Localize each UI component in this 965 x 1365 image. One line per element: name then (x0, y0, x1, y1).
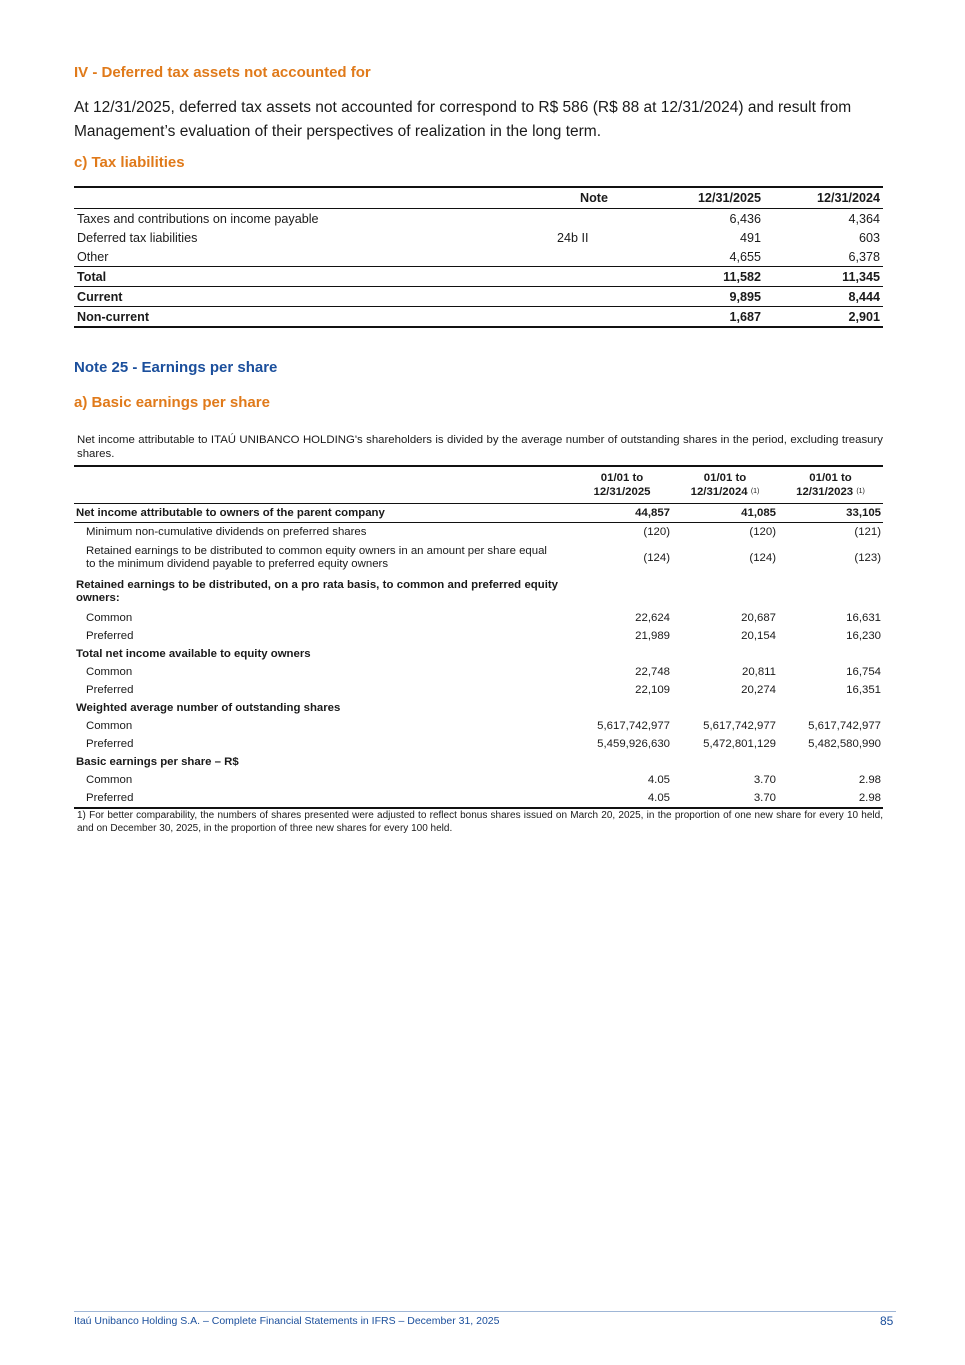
row-value-2025: 44,857 (635, 506, 670, 519)
row-label: Non-current (77, 309, 150, 324)
row-value-2025: 491 (739, 230, 761, 245)
row-value-2025: 6,436 (729, 211, 761, 226)
footnote-marker: (1) (750, 488, 760, 495)
row-value-2025: (124) (643, 551, 670, 564)
row-value-2023: 16,631 (846, 611, 881, 624)
row-value-2024: 5,472,801,129 (703, 737, 776, 750)
row-note (554, 287, 634, 307)
row-value-2023: 16,230 (846, 629, 881, 642)
header-line: 01/01 to (703, 472, 747, 484)
table-row (74, 209, 883, 229)
row-value-2025 (572, 699, 672, 717)
table-row (74, 575, 883, 609)
row-value-2025: 21,989 (635, 629, 670, 642)
table-row (74, 681, 883, 699)
row-value-2024: (120) (749, 525, 776, 538)
row-value-2023: (121) (854, 525, 881, 538)
tax-liabilities-title: c) Tax liabilities (74, 154, 185, 171)
section-iv-text: At 12/31/2025, deferred tax assets not accounted for correspond to R$ 586 (R$ 88 at 12/31/2024) and result from Management’s evaluation of their perspectives of realization in the long term. (74, 99, 852, 140)
row-value-2024 (672, 699, 778, 717)
row-value-2024: 3.70 (753, 791, 776, 804)
row-label: Taxes and contributions on income payable (77, 211, 319, 226)
row-label: Deferred tax liabilities (77, 230, 198, 245)
row-label: Total (77, 269, 107, 284)
row-label: Other (77, 249, 109, 264)
header-line: 01/01 to (809, 472, 852, 484)
row-value-2024: 11,345 (842, 269, 880, 284)
header-line: 12/31/2025 (593, 486, 651, 498)
note-25-title: Note 25 - Earnings per share (74, 359, 278, 376)
row-label: Total net income available to equity owners (76, 647, 311, 660)
row-value-2023: 16,754 (846, 665, 881, 678)
section-iv-title: IV - Deferred tax assets not accounted for (74, 64, 371, 81)
footer-divider (74, 1311, 896, 1312)
table-row (74, 717, 883, 735)
table-row (74, 523, 883, 542)
row-value-2023: 2.98 (858, 791, 881, 804)
row-value-2023: (123) (854, 551, 881, 564)
tax-liabilities-table (74, 186, 883, 328)
footer-text: Itaú Unibanco Holding S.A. – Complete Financial Statements in IFRS – December 31, 2025 (74, 1315, 500, 1327)
row-label: Retained earnings to be distributed, on a pro rata basis, to common and preferred equity owners: (76, 579, 558, 604)
header-line: 12/31/2023 (796, 486, 854, 498)
table-row (74, 609, 883, 627)
row-value-2023 (778, 575, 883, 609)
row-value-2023: 33,105 (846, 506, 881, 519)
row-value-2025 (572, 753, 672, 771)
row-label: Weighted average number of outstanding shares (76, 701, 341, 714)
row-value-2024: 41,085 (741, 506, 776, 519)
row-value-2025: 22,624 (635, 611, 670, 624)
row-label: Common (86, 611, 133, 624)
row-value-2024: 20,687 (741, 611, 776, 624)
row-label: Preferred (86, 737, 134, 750)
row-note (554, 267, 634, 287)
basic-eps-title: a) Basic earnings per share (74, 394, 270, 411)
row-label: Preferred (86, 629, 134, 642)
row-value-2025: 5,459,926,630 (597, 737, 670, 750)
row-value-2024 (672, 645, 778, 663)
table-header-row (74, 466, 883, 504)
row-value-2024: 20,154 (741, 629, 776, 642)
row-value-2024: 5,617,742,977 (703, 719, 776, 732)
row-value-2025: (120) (643, 525, 670, 538)
row-label: Preferred (86, 791, 134, 804)
table-row (74, 645, 883, 663)
row-note (554, 307, 634, 328)
row-label: Common (86, 773, 133, 786)
row-value-2024 (672, 575, 778, 609)
header-2024-period (672, 466, 778, 504)
row-label: Basic earnings per share – R$ (76, 755, 239, 768)
header-note: Note (580, 191, 608, 205)
row-value-2023 (778, 699, 883, 717)
header-2025-period (572, 466, 672, 504)
row-value-2023: 5,482,580,990 (808, 737, 881, 750)
row-label: Common (86, 665, 133, 678)
row-value-2024: 8,444 (848, 289, 880, 304)
row-label: Preferred (86, 683, 134, 696)
row-note (554, 209, 634, 229)
row-value-2025 (572, 645, 672, 663)
row-value-2023: 2.98 (858, 773, 881, 786)
earnings-per-share-table (74, 465, 883, 809)
row-value-2025: 11,582 (723, 269, 761, 284)
row-value-2024: 603 (858, 230, 880, 245)
row-value-2025 (572, 575, 672, 609)
header-item (74, 187, 554, 209)
table-row (74, 735, 883, 753)
table-row (74, 504, 883, 523)
row-note (554, 247, 634, 267)
row-label: Common (86, 719, 133, 732)
page-number: 85 (880, 1314, 894, 1328)
table-row-total (74, 267, 883, 287)
row-value-2024 (672, 753, 778, 771)
table-row (74, 771, 883, 789)
header-2024: 12/31/2024 (816, 191, 880, 205)
row-value-2025: 4,655 (729, 249, 761, 264)
row-value-2023 (778, 645, 883, 663)
row-value-2025: 22,748 (635, 665, 670, 678)
table-row (74, 627, 883, 645)
footnote-marker: (1) (856, 488, 865, 495)
table-row-current (74, 287, 883, 307)
table-row (74, 699, 883, 717)
header-2025: 12/31/2025 (697, 191, 761, 205)
row-value-2025: 1,687 (729, 309, 761, 324)
table-row (74, 247, 883, 267)
row-value-2025: 22,109 (635, 683, 670, 696)
row-value-2024: (124) (749, 551, 776, 564)
row-value-2025: 5,617,742,977 (597, 719, 670, 732)
row-label: Minimum non-cumulative dividends on preferred shares (86, 525, 367, 538)
row-note: 24b II (557, 230, 589, 245)
header-line: 01/01 to (600, 472, 644, 484)
table-row-non-current (74, 307, 883, 328)
table-row (74, 541, 883, 575)
header-line: 12/31/2024 (690, 486, 748, 498)
table-row (74, 228, 883, 247)
row-value-2024: 20,811 (742, 665, 776, 678)
eps-footnote: 1) For better comparability, the numbers of shares presented were adjusted to reflect bonus shares issued on March 20, 2025, in the proportion of one new share for every 10 held, and on December 30, 2025, in the proportion of three new shares for every 100 held. (77, 810, 883, 834)
row-value-2023 (778, 753, 883, 771)
row-value-2024: 4,364 (848, 211, 880, 226)
row-value-2023: 5,617,742,977 (808, 719, 881, 732)
row-value-2023: 16,351 (846, 683, 881, 696)
row-value-2025: 4.05 (647, 791, 670, 804)
row-label: Current (77, 289, 123, 304)
row-value-2024: 6,378 (848, 249, 880, 264)
table-row (74, 789, 883, 808)
row-value-2025: 4.05 (647, 773, 670, 786)
row-value-2024: 20,274 (741, 683, 776, 696)
table-row (74, 663, 883, 681)
row-label: Net income attributable to owners of the parent company (76, 506, 385, 519)
row-value-2024: 2,901 (848, 309, 880, 324)
row-value-2025: 9,895 (729, 289, 761, 304)
table-row (74, 753, 883, 771)
eps-intro-text: Net income attributable to ITAÚ UNIBANCO HOLDING's shareholders is divided by the average number of outstanding shares in the period, excluding treasury shares. (77, 434, 883, 460)
header-2023-period (778, 466, 883, 504)
row-label: Retained earnings to be distributed to common equity owners in an amount per share equal to the minimum dividend payable to preferred equity owners (86, 545, 547, 570)
table-header-row (74, 187, 883, 209)
row-value-2024: 3.70 (753, 773, 776, 786)
